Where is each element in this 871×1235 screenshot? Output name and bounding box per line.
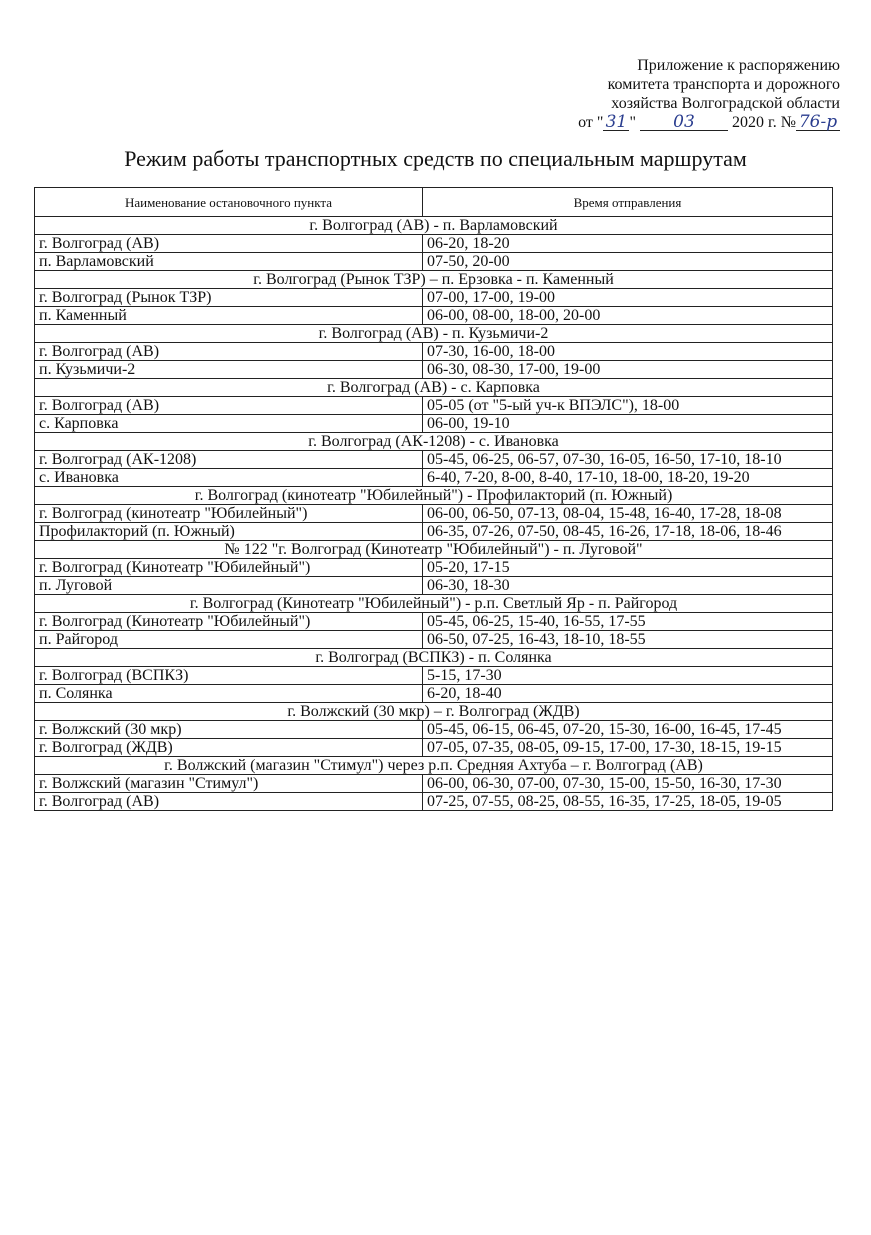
table-row [35,343,833,361]
route-header-row [35,487,833,505]
table-row [35,613,833,631]
stop-name: г. Волгоград (кинотеатр "Юбилейный") [35,505,423,523]
departure-times: 06-00, 08-00, 18-00, 20-00 [423,307,833,325]
stop-name: п. Солянка [35,685,423,703]
table-row [35,793,833,811]
route-header-row [35,703,833,721]
stop-name: Профилакторий (п. Южный) [35,523,423,541]
handwritten-day: 31 [603,114,629,131]
stop-name: п. Варламовский [35,253,423,271]
departure-times: 6-20, 18-40 [423,685,833,703]
stop-name: п. Кузьмичи-2 [35,361,423,379]
route-name: № 122 "г. Волгоград (Кинотеатр "Юбилейный") - п. Луговой" [35,541,833,559]
column-header-stop: Наименование остановочного пункта [35,188,423,217]
stop-name: г. Волгоград (АВ) [35,793,423,811]
table-row [35,523,833,541]
table-row [35,505,833,523]
departure-times: 06-00, 19-10 [423,415,833,433]
page-title: Режим работы транспортных средств по специальным маршрутам [124,146,747,171]
appendix-line-2: комитета транспорта и дорожного [607,76,840,93]
stop-name: г. Волгоград (ВСПКЗ) [35,667,423,685]
column-header-time: Время отправления [423,188,833,217]
table-row [35,775,833,793]
departure-times: 5-15, 17-30 [423,667,833,685]
table-row [35,721,833,739]
route-header-row [35,325,833,343]
table-row [35,253,833,271]
table-row [35,397,833,415]
appendix-date-line [550,113,840,132]
departure-times: 06-00, 06-50, 07-13, 08-04, 15-48, 16-40, 17-28, 18-08 [423,505,833,523]
schedule-table [34,187,833,811]
route-header-row [35,217,833,235]
table-row [35,289,833,307]
route-header-row [35,433,833,451]
departure-times: 05-20, 17-15 [423,559,833,577]
departure-times: 06-00, 06-30, 07-00, 07-30, 15-00, 15-50, 16-30, 17-30 [423,775,833,793]
appendix-line-3: хозяйства Волгоградской области [611,95,840,112]
schedule-body [35,217,833,811]
stop-name: г. Волгоград (АК-1208) [35,451,423,469]
table-row [35,451,833,469]
table-row [35,361,833,379]
departure-times: 07-50, 20-00 [423,253,833,271]
table-row [35,577,833,595]
departure-times: 06-35, 07-26, 07-50, 08-45, 16-26, 17-18, 18-06, 18-46 [423,523,833,541]
appendix-block [550,56,840,132]
departure-times: 6-40, 7-20, 8-00, 8-40, 17-10, 18-00, 18-20, 19-20 [423,469,833,487]
appendix-line-1: Приложение к распоряжению [637,57,840,74]
handwritten-month: 03 [640,114,728,131]
route-name: г. Волгоград (ВСПКЗ) - п. Солянка [35,649,833,667]
table-row [35,235,833,253]
table-row [35,559,833,577]
departure-times: 05-45, 06-25, 15-40, 16-55, 17-55 [423,613,833,631]
stop-name: г. Волгоград (Кинотеатр "Юбилейный") [35,559,423,577]
stop-name: г. Волгоград (АВ) [35,235,423,253]
departure-times: 07-05, 07-35, 08-05, 09-15, 17-00, 17-30, 18-15, 19-15 [423,739,833,757]
route-header-row [35,649,833,667]
route-name: г. Волгоград (АВ) - п. Варламовский [35,217,833,235]
route-header-row [35,595,833,613]
stop-name: п. Каменный [35,307,423,325]
table-header-row [35,188,833,217]
stop-name: г. Волжский (магазин "Стимул") [35,775,423,793]
route-header-row [35,271,833,289]
departure-times: 05-45, 06-15, 06-45, 07-20, 15-30, 16-00, 16-45, 17-45 [423,721,833,739]
table-row [35,685,833,703]
departure-times: 06-30, 08-30, 17-00, 19-00 [423,361,833,379]
stop-name: г. Волгоград (АВ) [35,343,423,361]
stop-name: г. Волжский (30 мкр) [35,721,423,739]
stop-name: п. Луговой [35,577,423,595]
stop-name: г. Волгоград (ЖДВ) [35,739,423,757]
table-row [35,469,833,487]
route-header-row [35,541,833,559]
departure-times: 07-30, 16-00, 18-00 [423,343,833,361]
stop-name: г. Волгоград (Кинотеатр "Юбилейный") [35,613,423,631]
route-name: г. Волгоград (АК-1208) - с. Ивановка [35,433,833,451]
stop-name: г. Волгоград (Рынок ТЗР) [35,289,423,307]
table-row [35,739,833,757]
table-row [35,307,833,325]
departure-times: 06-20, 18-20 [423,235,833,253]
date-mid: " [629,114,636,131]
stop-name: с. Карповка [35,415,423,433]
route-name: г. Волгоград (Кинотеатр "Юбилейный") - р.п. Светлый Яр - п. Райгород [35,595,833,613]
departure-times: 07-00, 17-00, 19-00 [423,289,833,307]
table-row [35,415,833,433]
route-header-row [35,379,833,397]
departure-times: 07-25, 07-55, 08-25, 08-55, 16-35, 17-25, 18-05, 19-05 [423,793,833,811]
stop-name: г. Волгоград (АВ) [35,397,423,415]
departure-times: 06-50, 07-25, 16-43, 18-10, 18-55 [423,631,833,649]
stop-name: п. Райгород [35,631,423,649]
departure-times: 05-45, 06-25, 06-57, 07-30, 16-05, 16-50, 17-10, 18-10 [423,451,833,469]
stop-name: с. Ивановка [35,469,423,487]
route-name: г. Волгоград (Рынок ТЗР) – п. Ерзовка - п. Каменный [35,271,833,289]
route-name: г. Волгоград (АВ) - п. Кузьмичи-2 [35,325,833,343]
table-row [35,667,833,685]
route-name: г. Волгоград (кинотеатр "Юбилейный") - Профилакторий (п. Южный) [35,487,833,505]
route-name: г. Волжский (30 мкр) – г. Волгоград (ЖДВ) [35,703,833,721]
departure-times: 06-30, 18-30 [423,577,833,595]
handwritten-number: 76-р [796,114,840,131]
departure-times: 05-05 (от "5-ый уч-к ВПЭЛС"), 18-00 [423,397,833,415]
date-prefix: от " [578,114,604,131]
table-row [35,631,833,649]
date-year: 2020 г. № [731,114,796,131]
route-name: г. Волжский (магазин "Стимул") через р.п. Средняя Ахтуба – г. Волгоград (АВ) [35,757,833,775]
route-header-row [35,757,833,775]
route-name: г. Волгоград (АВ) - с. Карповка [35,379,833,397]
